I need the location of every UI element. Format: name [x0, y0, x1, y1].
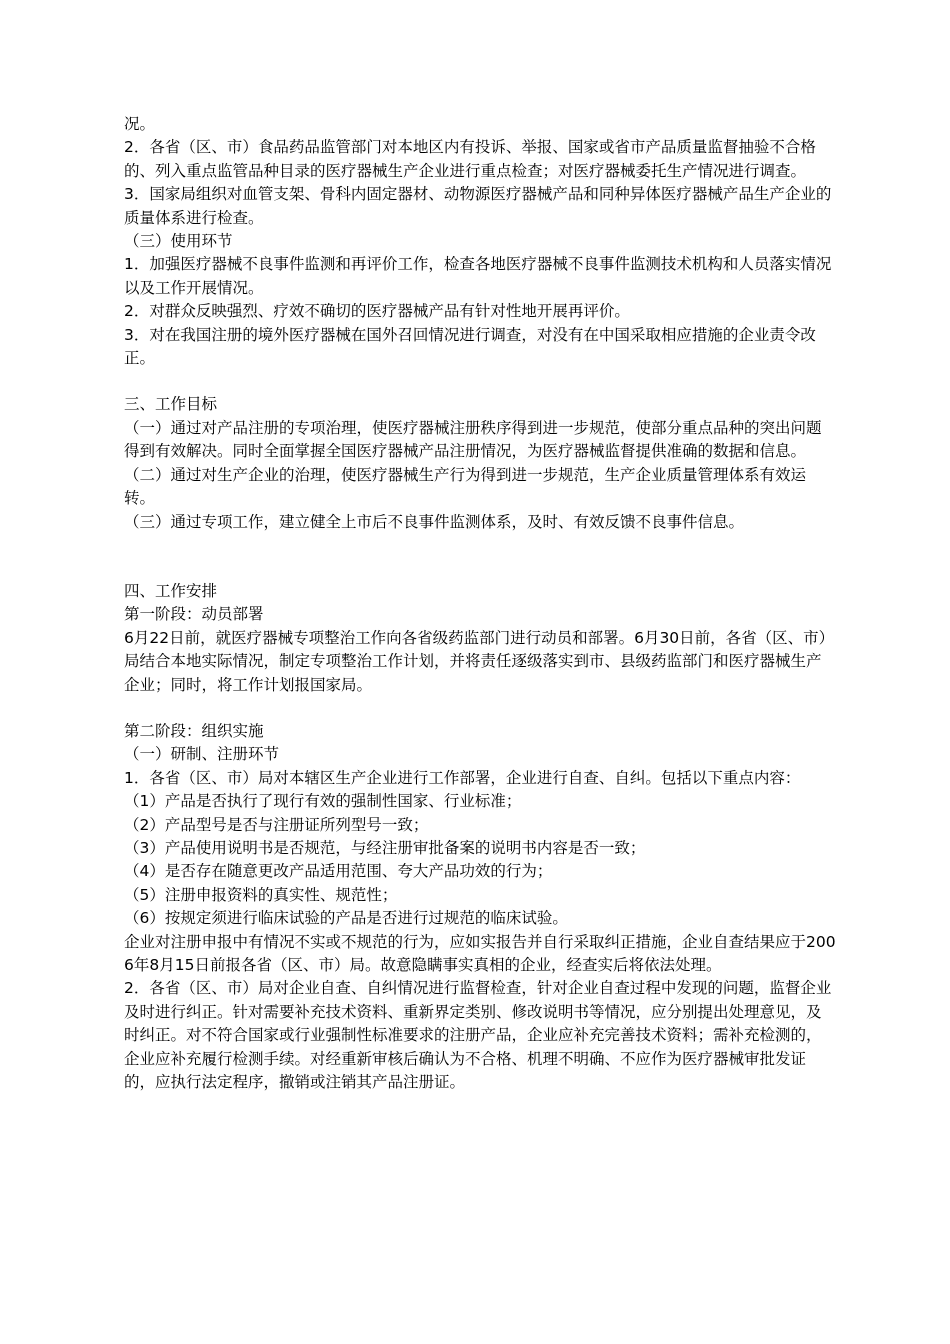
subheading-phase-1: 第一阶段：动员部署	[124, 605, 264, 624]
paragraph-use-item-2: 2．对群众反映强烈、疗效不确切的医疗器械产品有针对性地开展再评价。	[124, 302, 630, 321]
paragraph-goal-2: （二）通过对生产企业的治理，使医疗器械生产行为得到进一步规范，生产企业质量管理体系有效运转。	[124, 465, 807, 508]
section-heading-work-arrangement: 四、工作安排	[124, 581, 218, 600]
list-item-check-3: （3）产品使用说明书是否规范，与经注册审批备案的说明书内容是否一致；	[124, 838, 646, 857]
list-item-check-4: （4）是否存在随意更改产品适用范围、夸大产品功效的行为；	[124, 862, 553, 881]
paragraph-goal-3: （三）通过专项工作，建立健全上市后不良事件监测体系，及时、有效反馈不良事件信息。	[124, 512, 745, 531]
paragraph-use-item-1: 1．加强医疗器械不良事件监测和再评价工作，检查各地医疗器械不良事件监测技术机构和人员落实情况以及工作开展情况。	[124, 255, 832, 297]
document-body	[124, 113, 836, 1094]
list-item-check-5: （5）注册申报资料的真实性、规范性；	[124, 885, 398, 904]
paragraph-continuation: 况。	[124, 115, 156, 133]
list-item-check-1: （1）产品是否执行了现行有效的强制性国家、行业标准；	[124, 792, 522, 811]
list-item-check-2: （2）产品型号是否与注册证所列型号一致；	[124, 815, 429, 834]
subheading-rd-registration: （一）研制、注册环节	[124, 745, 280, 764]
paragraph-item-3-production: 3．国家局组织对血管支架、骨科内固定器材、动物源医疗器械产品和同种异体医疗器械产品生产企业的质量体系进行检查。	[124, 185, 832, 227]
paragraph-rd-item-2: 2．各省（区、市）局对企业自查、自纠情况进行监督检查，针对企业自查过程中发现的问题，监督企业及时进行纠正。针对需要补充技术资料、重新界定类别、修改说明书等情况，应分别提出处理意见，及时纠正。对不符合国家或行业强制性标准要求的注册产品，企业应补充完善技术资料；需补充检测的，企业应补充履行检测手续。对经重新审核后确认为不合格、机理不明确、不应作为医疗器械审批发证的，应执行法定程序，撤销或注销其产品注册证。	[124, 979, 832, 1092]
paragraph-self-report: 企业对注册申报中有情况不实或不规范的行为，应如实报告并自行采取纠正措施，企业自查结果应于2006年8月15日前报各省（区、市）局。故意隐瞒事实真相的企业，经查实后将依法处理。	[124, 932, 836, 974]
spacer	[124, 534, 836, 580]
spacer	[124, 370, 836, 393]
paragraph-rd-item-1: 1．各省（区、市）局对本辖区生产企业进行工作部署，企业进行自查、自纠。包括以下重点内容：	[124, 768, 801, 787]
paragraph-item-2-production: 2．各省（区、市）食品药品监管部门对本地区内有投诉、举报、国家或省市产品质量监督抽验不合格的、列入重点监管品种目录的医疗器械生产企业进行重点检查；对医疗器械委托生产情况进行调查。	[124, 138, 816, 180]
list-item-check-6: （6）按规定须进行临床试验的产品是否进行过规范的临床试验。	[124, 909, 568, 928]
paragraph-phase-1-body: 6月22日前，就医疗器械专项整治工作向各省级药监部门进行动员和部署。6月30日前，各省（区、市）局结合本地实际情况，制定专项整治工作计划，并将责任逐级落实到市、县级药监部门和医疗器械生产企业；同时，将工作计划报国家局。	[124, 628, 835, 694]
section-heading-work-goals: 三、工作目标	[124, 395, 218, 414]
spacer	[124, 697, 836, 720]
paragraph-goal-1: （一）通过对产品注册的专项治理，使医疗器械注册秩序得到进一步规范，使部分重点品种的突出问题得到有效解决。同时全面掌握全国医疗器械产品注册情况，为医疗器械监督提供准确的数据和信息。	[124, 418, 822, 461]
subheading-use-stage: （三）使用环节	[124, 232, 233, 251]
subheading-phase-2: 第二阶段：组织实施	[124, 721, 264, 740]
paragraph-use-item-3: 3．对在我国注册的境外医疗器械在国外召回情况进行调查，对没有在中国采取相应措施的企业责令改正。	[124, 325, 816, 368]
